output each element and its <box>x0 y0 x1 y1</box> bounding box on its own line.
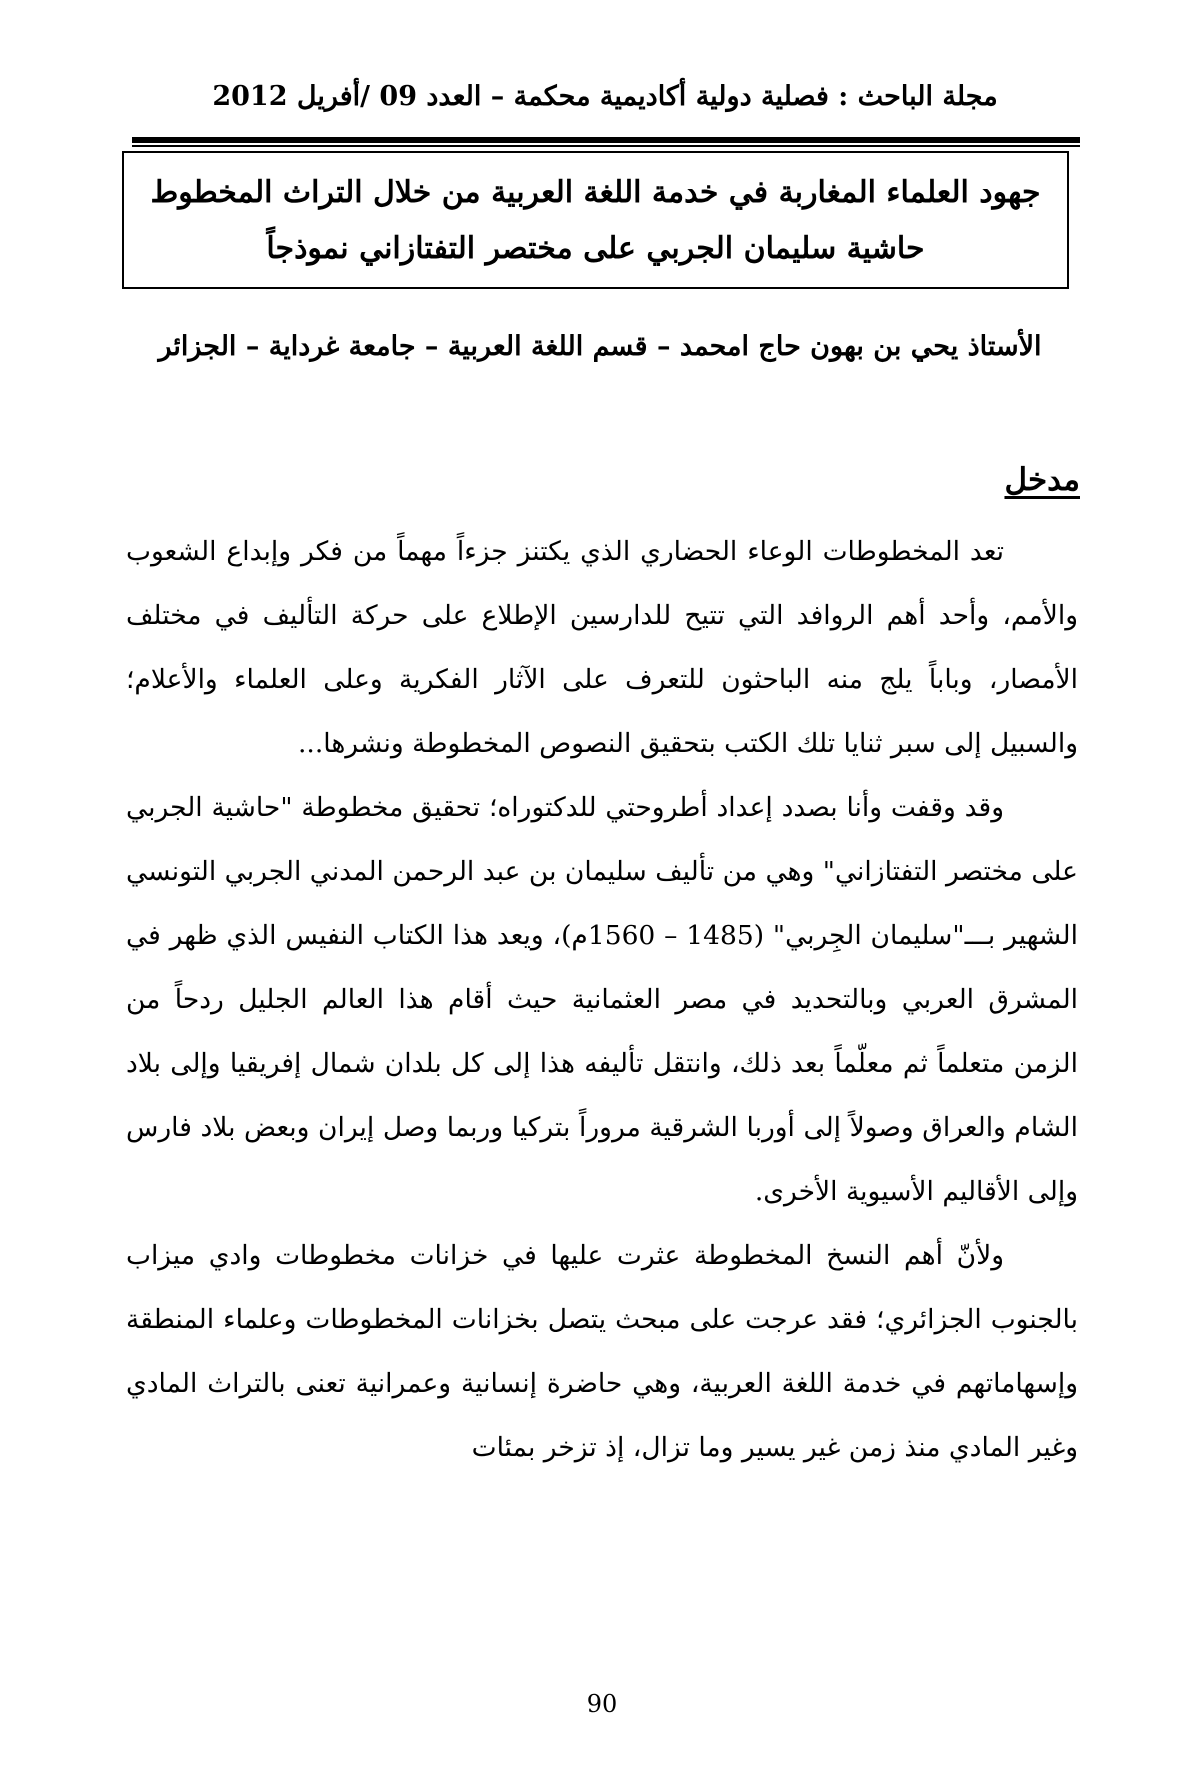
paragraph-2: وقد وقفت وأنا بصدد إعداد أطروحتي للدكتوراه؛ تحقيق مخطوطة "حاشية الجربي على مختصر التفتازاني" وهي من تأليف سليمان بن عبد الرحمن المدني الجربي التونسي الشهير بـــ"سليمان الجِربي" (1485 – 1560م)، ويعد هذا الكتاب النفيس الذي ظهر في المشرق العربي وبالتحديد في مصر العثمانية حيث أقام هذا العالم الجليل ردحاً من الزمن متعلماً ثم معلّماً بعد ذلك، وانتقل تأليفه هذا إلى كل بلدان شمال إفريقيا وإلى بلاد الشام والعراق وصولاً إلى أوربا الشرقية مروراً بتركيا وربما وصل إيران وبعض بلاد فارس وإلى الأقاليم الأسيوية الأخرى. <box>126 792 1078 1207</box>
paragraph-1: تعد المخطوطات الوعاء الحضاري الذي يكتنز جزءاً مهماً من فكر وإبداع الشعوب والأمم، وأحد أهم الروافد التي تتيح للدارسين الإطلاع على حركة التأليف في مختلف الأمصار، وباباً يلج منه الباحثون للتعرف على الآثار الفكرية وعلى العلماء والأعلام؛ والسبيل إلى سبر ثنايا تلك الكتب بتحقيق النصوص المخطوطة ونشرها... <box>126 536 1078 759</box>
article-title-box <box>122 151 1069 289</box>
journal-header-text: مجلة الباحث : فصلية دولية أكاديمية محكمة – العدد 09 /أفريل 2012 <box>212 81 998 112</box>
author-affiliation: الأستاذ يحي بن بهون حاج امحمد – قسم اللغة العربية – جامعة غرداية – الجزائر <box>158 331 1042 362</box>
header-rule-thick <box>132 137 1080 143</box>
page-number: 90 <box>586 1690 618 1718</box>
body-text <box>126 520 1078 1480</box>
section-heading: مدخل <box>1004 462 1080 498</box>
article-title-line-1: جهود العلماء المغاربة في خدمة اللغة العربية من خلال التراث المخطوط <box>150 175 1041 210</box>
journal-header <box>130 78 1080 116</box>
paragraph-3: ولأنّ أهم النسخ المخطوطة عثرت عليها في خزانات مخطوطات وادي ميزاب بالجنوب الجزائري؛ فقد عرجت على مبحث يتصل بخزانات المخطوطات وعلماء المنطقة وإسهاماتهم في خدمة اللغة العربية، وهي حاضرة إنسانية وعمرانية تعنى بالتراث المادي وغير المادي منذ زمن غير يسير وما تزال، إذ تزخر بمئات <box>126 1240 1078 1463</box>
header-rule-thin <box>132 145 1080 147</box>
article-title-line-2: حاشية سليمان الجربي على مختصر التفتازاني نموذجاً <box>266 231 925 266</box>
